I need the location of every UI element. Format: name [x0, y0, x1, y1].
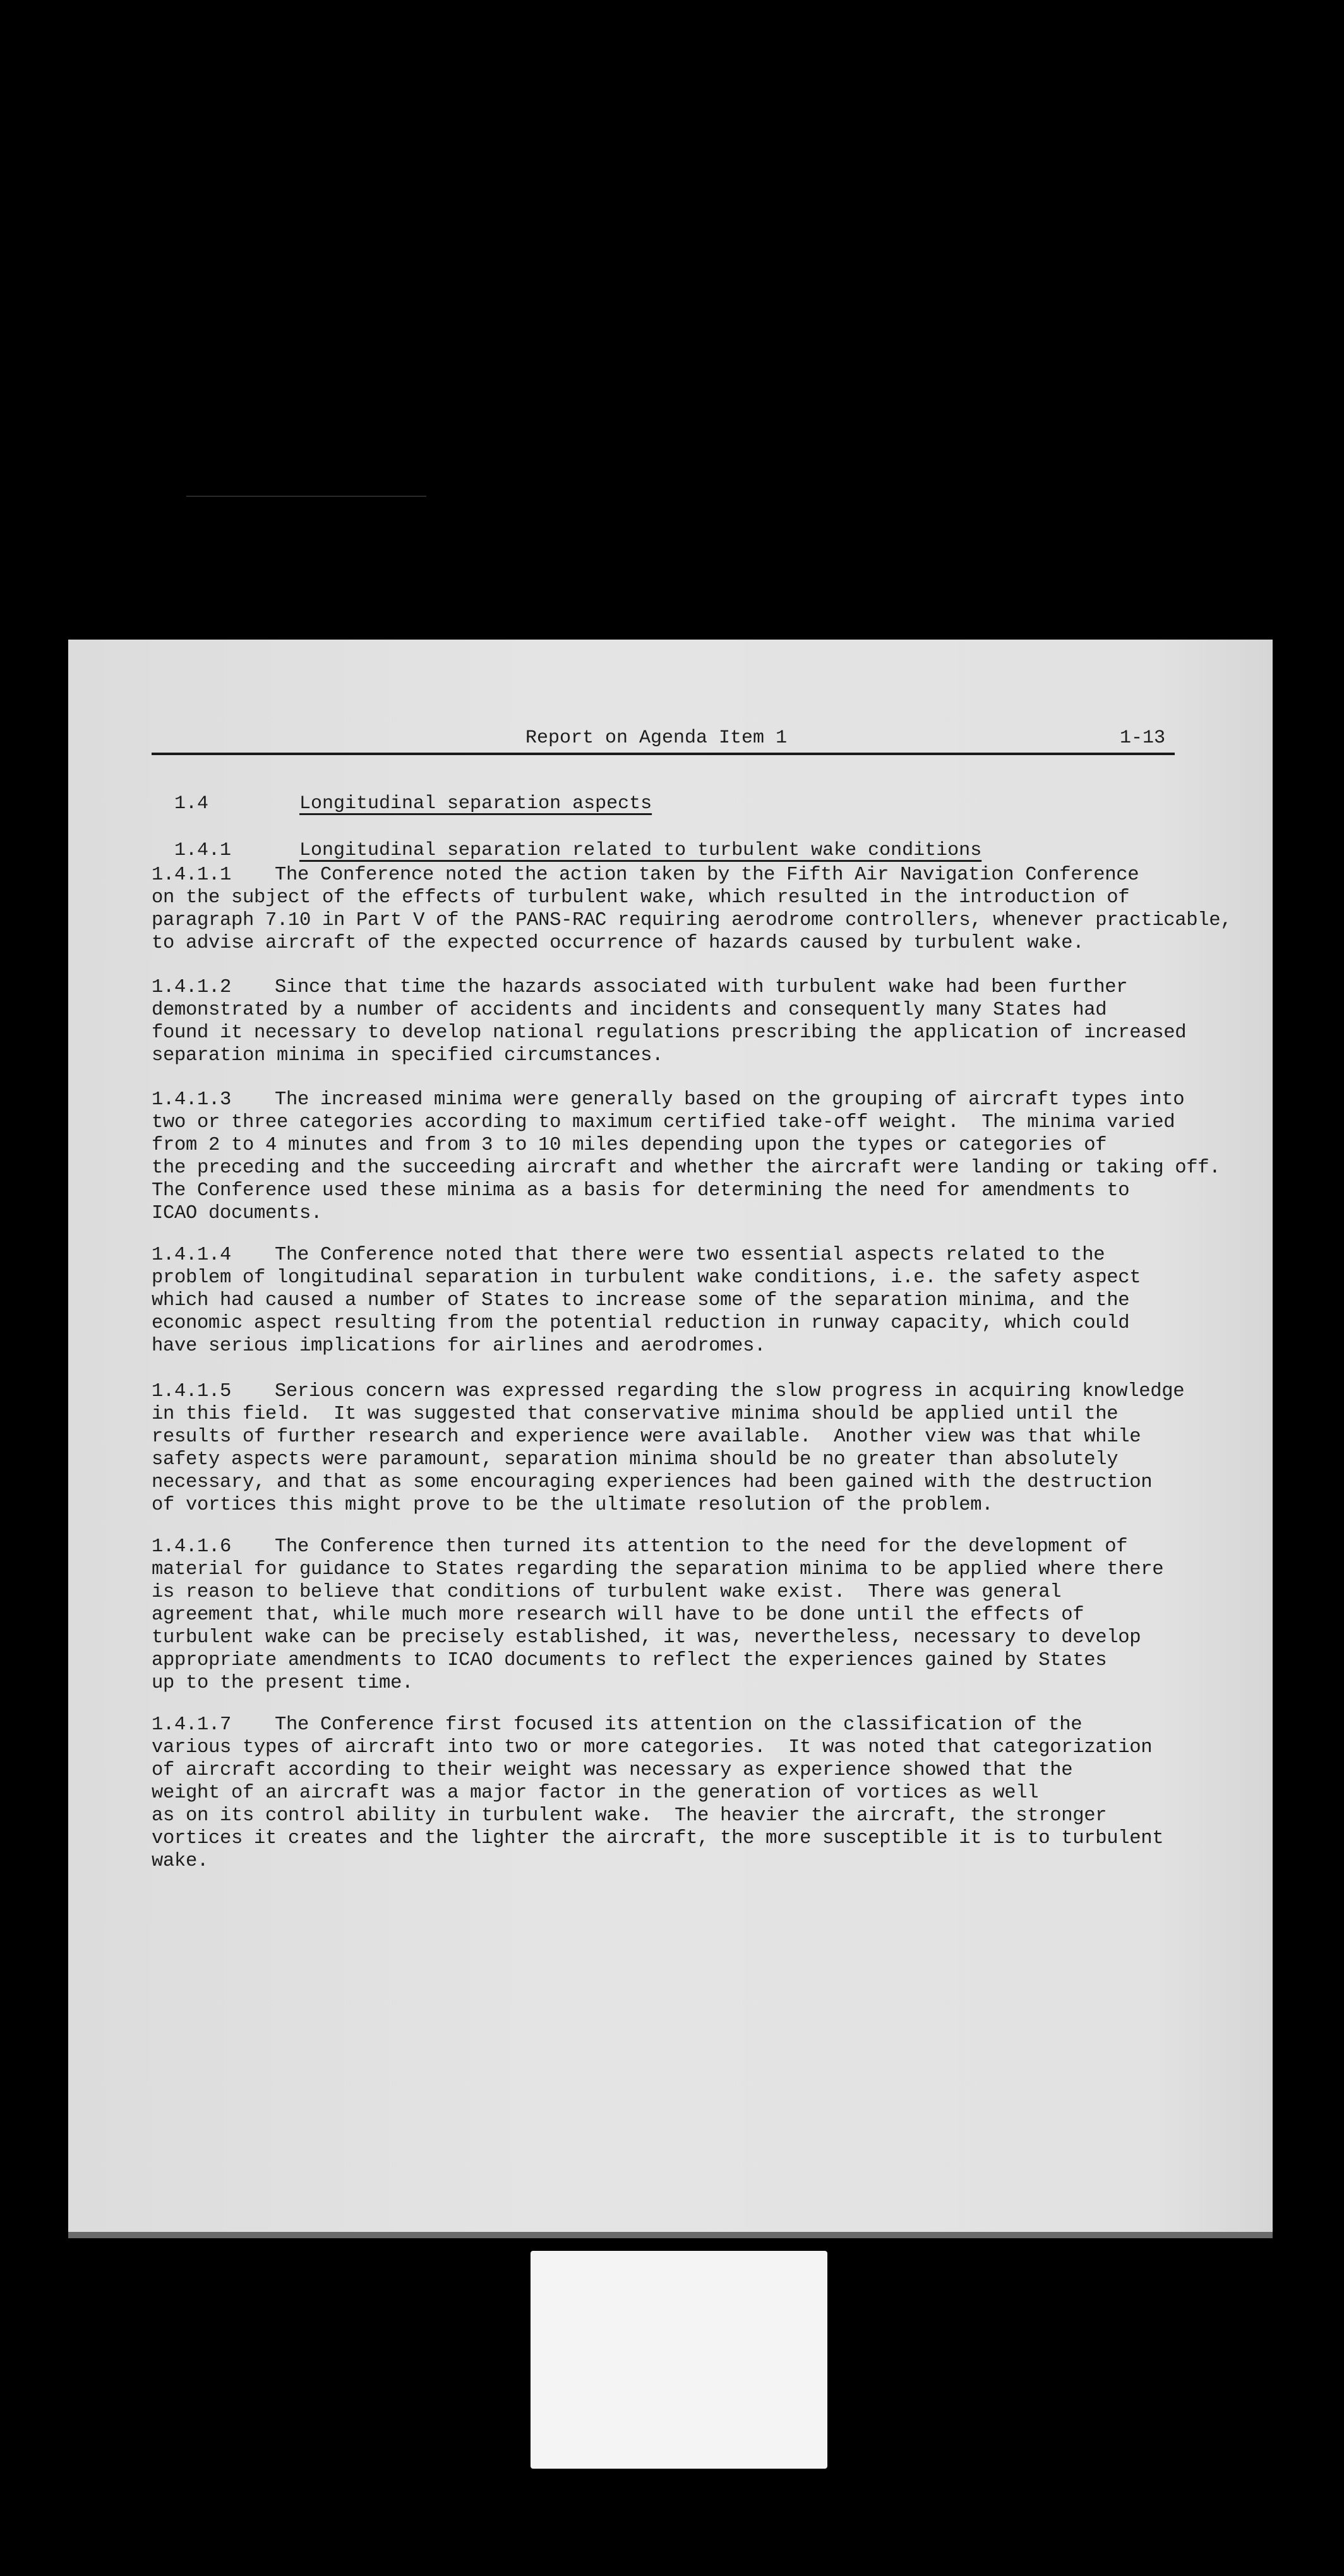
paragraph-1-4-1-7 — [152, 1714, 1163, 1873]
blank-slip — [531, 2251, 827, 2469]
scan-artifact-line — [186, 496, 426, 497]
page-edge-shadow — [68, 2232, 1273, 2238]
paragraph-number: 1.4.1.6 — [152, 1536, 232, 1558]
section-heading — [152, 772, 652, 814]
paragraph-text: Serious concern was expressed regarding the slow progress in acquiring knowledge in this field. It was suggested that conservative minima should be applied until the results of further research and experience were available. Another view was that while safety aspects were paramount, separation minima should be no greater than absolutely necessary, and that as some encouraging experiences had been gained with the destruction of vortices this might prove to be the ultimate resolution of the problem. — [152, 1381, 1185, 1516]
section-number: 1.4 — [174, 793, 209, 814]
paragraph-1-4-1-6 — [152, 1535, 1163, 1695]
running-header — [152, 726, 1175, 755]
paragraph-text: The Conference noted that there were two essential aspects related to the problem of longitudinal separation in turbulent wake conditions, i.e. the safety aspect which had caused a number of States to increase some of the separation minima, and the economic aspect resulting from the potential reduction in runway capacity, which could have serious implications for airlines and aerodromes. — [152, 1244, 1141, 1357]
section-number: 1.4.1 — [174, 840, 232, 861]
subsection-heading — [152, 818, 981, 861]
paragraph-text: The increased minima were generally based on the grouping of aircraft types into two or three categories according to maximum certified take-off weight. The minima varied from 2 to 4 minutes and from 3 to 10 miles depending upon the types or categories of the preceding and the succeeding aircraft and whether the aircraft were landing or taking off. The Conference used these minima as a basis for determining the need for amendments to ICAO documents. — [152, 1089, 1221, 1224]
paragraph-number: 1.4.1.2 — [152, 977, 232, 998]
paragraph-number: 1.4.1.1 — [152, 864, 232, 886]
paragraph-text: The Conference then turned its attention to the need for the development of material for guidance to States regarding the separation minima to be applied where there is reason to believe that conditions of turbulent wake exist. There was general agreement that, while much more research will have to be done until the effects of turbulent wake can be precisely established, it was, nevertheless, necessary to develop appropriate amendments to ICAO documents to reflect the experiences gained by States up to the present time. — [152, 1536, 1164, 1694]
page-number: 1-13 — [1119, 727, 1165, 749]
paragraph-text: Since that time the hazards associated with turbulent wake had been further demonstrated by a number of accidents and incidents and consequently many States had found it necessary to develop national regulations prescribing the application of increased separation minima in specified circumstances. — [152, 977, 1187, 1066]
paragraph-text: The Conference noted the action taken by the Fifth Air Navigation Conference on the subject of the effects of turbulent wake, which resulted in the introduction of paragraph 7.10 in Part V of the PANS-RAC requiring aerodrome controllers, whenever practicable, to advise aircraft of the expected occurrence of hazards caused by turbulent wake. — [152, 864, 1232, 954]
paragraph-1-4-1-5 — [152, 1380, 1184, 1517]
paragraph-1-4-1-1 — [152, 864, 1232, 955]
paragraph-number: 1.4.1.3 — [152, 1089, 232, 1111]
paragraph-number: 1.4.1.7 — [152, 1714, 232, 1736]
paragraph-number: 1.4.1.4 — [152, 1244, 232, 1266]
header-title: Report on Agenda Item 1 — [525, 727, 788, 749]
paragraph-number: 1.4.1.5 — [152, 1381, 232, 1402]
paragraph-1-4-1-3 — [152, 1088, 1220, 1225]
section-title: Longitudinal separation related to turbulent wake conditions — [299, 840, 982, 861]
paragraph-1-4-1-2 — [152, 976, 1186, 1067]
paragraph-text: The Conference first focused its attention on the classification of the various types of aircraft into two or more categories. It was noted that categorization of aircraft according to their weight was necessary as experience showed that the weight of an aircraft was a major factor in the generation of vortices as well as on its control ability in turbulent wake. The heavier the aircraft, the stronger vortices it creates and the lighter the aircraft, the more susceptible it is to turbulent wake. — [152, 1714, 1164, 1872]
section-title: Longitudinal separation aspects — [299, 793, 652, 814]
paragraph-1-4-1-4 — [152, 1244, 1141, 1357]
